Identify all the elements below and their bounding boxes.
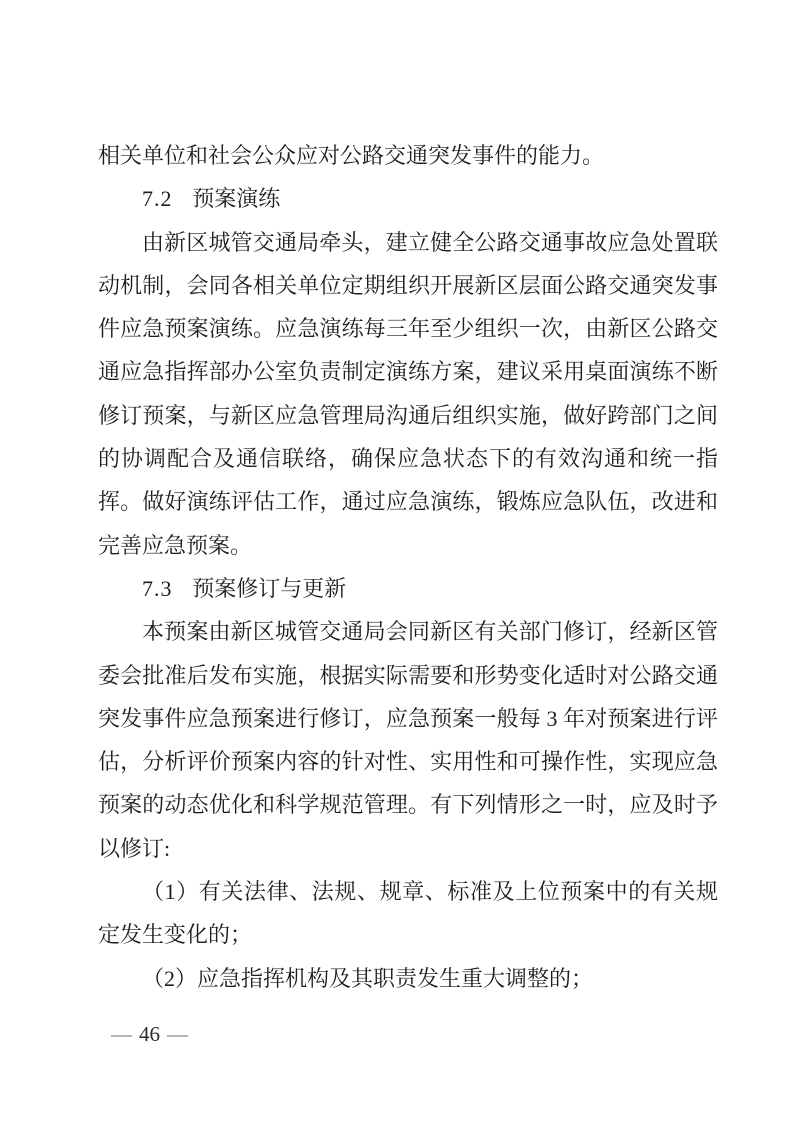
section-heading-7-2 — [98, 177, 718, 220]
revision-condition-item-1: （1）有关法律、法规、规章、标准及上位预案中的有关规定发生变化的； — [98, 879, 718, 948]
paragraph-continuation: 相关单位和社会公众应对公路交通突发事件的能力。 — [98, 143, 605, 168]
footer-dash-right: — — [167, 1022, 188, 1046]
page-number-footer — [104, 1022, 195, 1046]
page-number: 46 — [139, 1022, 160, 1046]
footer-dash-left: — — [111, 1022, 132, 1046]
section-heading-7-3 — [98, 567, 718, 610]
section-7-3-paragraph: 本预案由新区城管交通局会同新区有关部门修订，经新区管委会批准后发布实施，根据实际需要和形势变化适时对公路交通突发事件应急预案进行修订，应急预案一般每 3 年对预案进行评估，分析评价预案内容的针对性、实用性和可操作性，实现应急预案的动态优化和科学规范管理。有下列情形之一时，应及时予以修订: — [98, 619, 718, 861]
section-7-2-paragraph: 由新区城管交通局牵头，建立健全公路交通事故应急处置联动机制，会同各相关单位定期组织开展新区层面公路交通突发事件应急预案演练。应急演练每三年至少组织一次，由新区公路交通应急指挥部办公室负责制定演练方案，建议采用桌面演练不断修订预案，与新区应急管理局沟通后组织实施，做好跨部门之间的协调配合及通信联络，确保应急状态下的有效沟通和统一指挥。做好演练评估工作，通过应急演练，锻炼应急队伍，改进和完善应急预案。 — [98, 229, 718, 558]
section-7-3-number: 7.3 — [142, 575, 173, 601]
revision-condition-item-2: （2）应急指挥机构及其职责发生重大调整的； — [142, 965, 594, 991]
page-content — [98, 134, 718, 1000]
section-7-2-number: 7.2 — [142, 186, 173, 212]
section-7-2-title: 预案演练 — [192, 186, 281, 212]
section-7-3-title: 预案修订与更新 — [192, 575, 347, 601]
